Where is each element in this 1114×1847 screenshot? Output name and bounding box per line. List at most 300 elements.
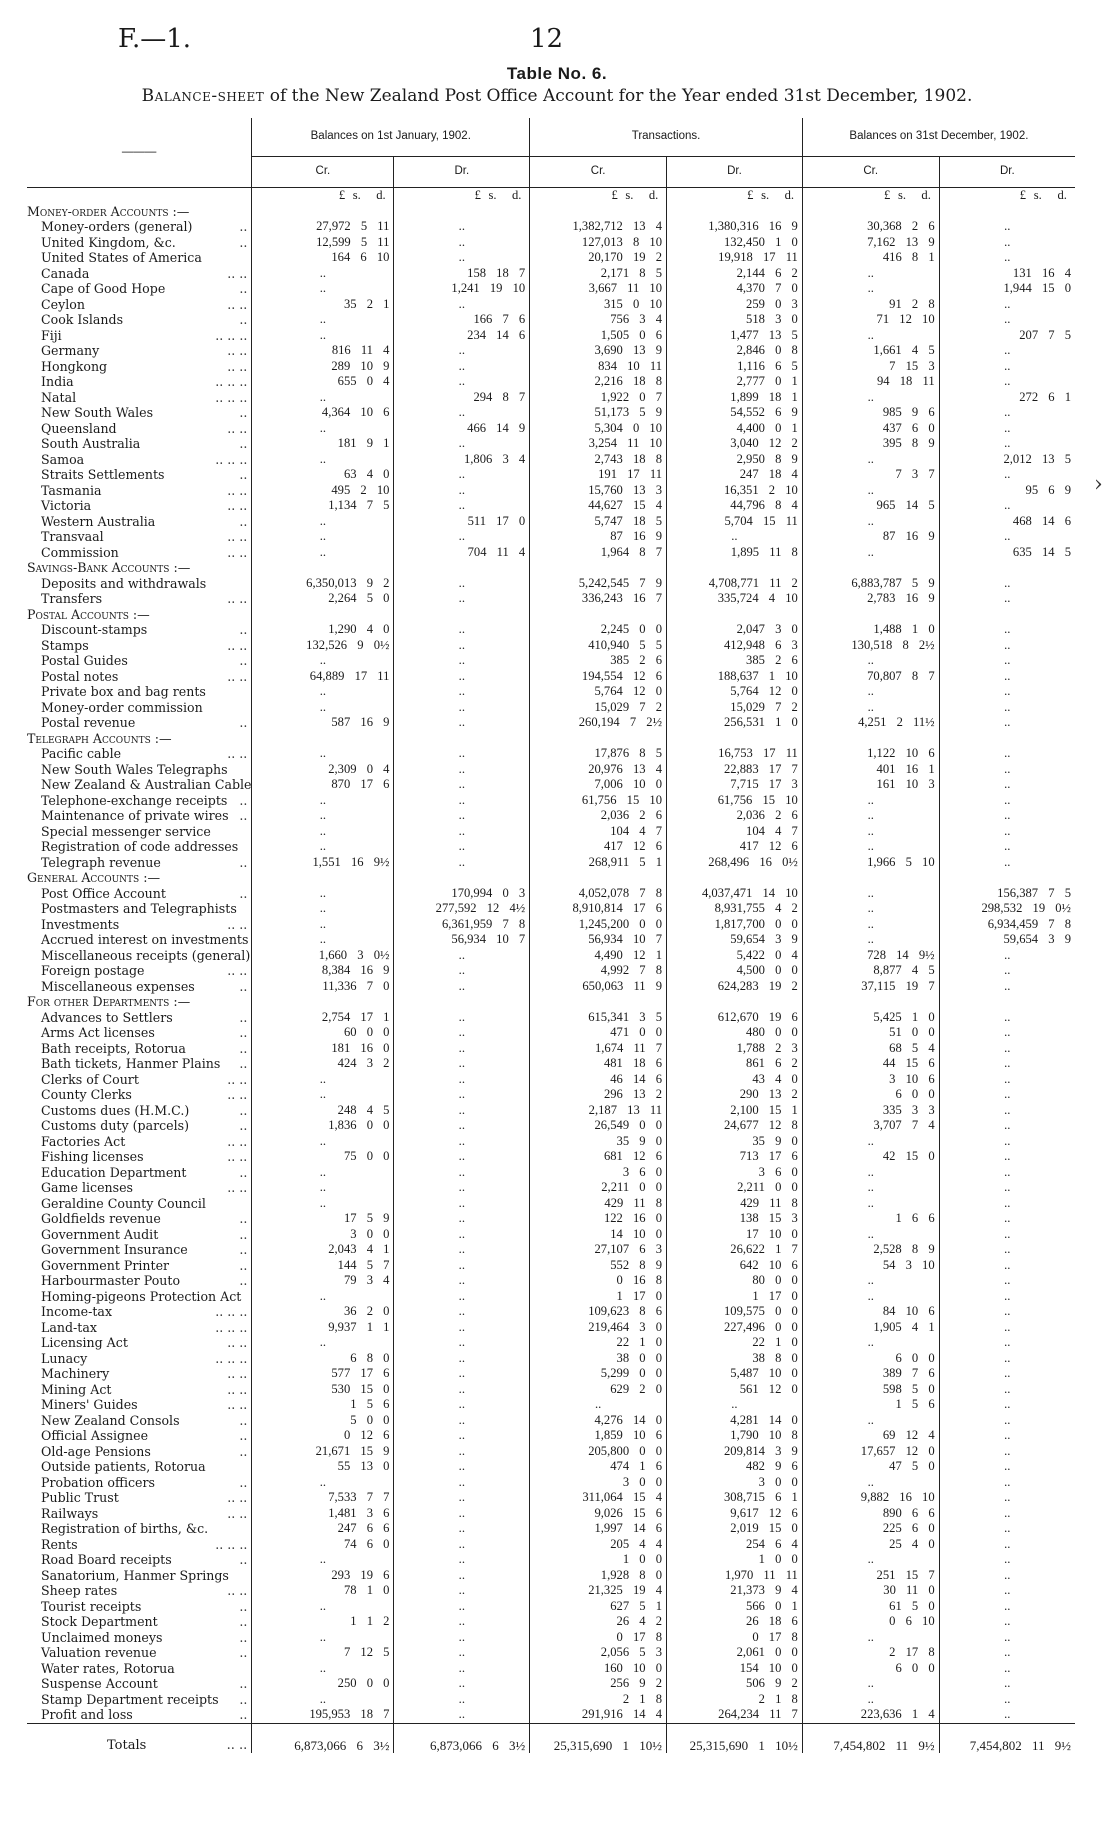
table-row [27,1397,1075,1413]
amount: 2,012 13 5 [939,452,1075,468]
account-label: Government Audit [41,1226,159,1242]
amount: 8,931,755 4 2 [667,901,803,917]
leader-dots: .. [239,1040,248,1056]
amount-nil: .. [802,917,939,933]
amount: 16,351 2 10 [667,483,803,499]
amount-shillings [345,731,368,747]
amount: 429 11 8 [530,1196,667,1212]
leader-dots: .. .. .. [215,327,248,343]
amount: 205 4 4 [530,1537,667,1553]
amount: 156,387 7 5 [939,886,1075,902]
leader-dots: .. .. [227,1087,248,1102]
amount: 44 15 6 [802,1056,939,1072]
amount: 2,056 5 3 [530,1645,667,1661]
amount-nil: .. [394,839,530,855]
table-row [27,1289,1075,1305]
amount: 713 17 6 [667,1149,803,1165]
amount-nil: .. [394,684,530,700]
amount-nil: .. [939,855,1075,871]
amount: 385 2 6 [667,653,803,669]
leader-dots: .. .. .. [215,1319,248,1335]
amount: 2,245 0 0 [530,622,667,638]
leader-dots: .. .. [227,1366,248,1381]
amount-nil: .. [394,762,530,778]
amount-nil: .. [252,1165,394,1181]
amount: 6,873,066 6 3½ [394,1723,530,1753]
amount-nil: .. [802,266,939,282]
page-number: 12 [530,24,564,54]
amount-pence [368,560,393,576]
amount: 4,992 7 8 [530,963,667,979]
amount: 63 4 0 [252,467,394,483]
amount-nil: .. [939,762,1075,778]
amount-nil: .. [939,839,1075,855]
amount: 3,707 7 4 [802,1118,939,1134]
account-label: United Kingdom, &c. [41,234,176,250]
leader-dots: .. .. [227,1133,248,1149]
amount-nil: .. [939,700,1075,716]
table-row [27,405,1075,421]
table-row [27,1521,1075,1537]
amount: 615,341 3 5 [530,1010,667,1026]
amount-nil: .. [394,1599,530,1615]
leader-dots: .. [239,1226,248,1242]
leader-dots: .. [239,1645,248,1660]
amount: 336,243 16 7 [530,591,667,607]
table-row [27,1583,1075,1599]
account-label: India [41,374,74,389]
amount-nil: .. [394,1707,530,1723]
table-row [27,653,1075,669]
table-row [27,1599,1075,1615]
amount: 296 13 2 [530,1087,667,1103]
amount: 15,760 13 3 [530,483,667,499]
amount-nil: .. [939,715,1075,731]
table-row [27,1242,1075,1258]
amount: 2,100 15 1 [667,1103,803,1119]
amount: 205,800 0 0 [530,1444,667,1460]
account-label: United States of America [41,250,202,265]
amount-nil: .. [252,1180,394,1196]
account-label: Old-age Pensions [41,1443,151,1459]
table-row [27,1707,1075,1723]
amount: 4,490 12 1 [530,948,667,964]
amount-nil: .. [394,1614,530,1630]
table-row [27,1552,1075,1568]
table-row [27,622,1075,638]
table-row [27,1320,1075,1336]
amount-nil: .. [939,1490,1075,1506]
amount: 25,315,690 1 10½ [667,1723,803,1753]
table-row [27,359,1075,375]
table-row [27,529,1075,545]
account-label: Post Office Account [41,885,166,901]
amount-nil: .. [667,1397,803,1413]
leader-dots: .. [239,808,248,823]
table-body [27,188,1075,1754]
amount: 15,029 7 2 [530,700,667,716]
account-label: Stamp Department receipts [41,1691,219,1707]
amount-nil: .. [939,235,1075,251]
amount-nil: .. [394,1552,530,1568]
amount-pence [914,204,939,220]
margin-tick-mark: › [1094,472,1103,497]
amount: 5,425 1 0 [802,1010,939,1026]
amount-nil: .. [802,545,939,561]
amount: 74 6 0 [252,1537,394,1553]
amount: 1 0 0 [667,1552,803,1568]
amount-nil: .. [394,700,530,716]
amount: 612,670 19 6 [667,1010,803,1026]
amount: 412,948 6 3 [667,638,803,654]
amount: 160 10 0 [530,1661,667,1677]
leader-dots: .. [239,1102,248,1118]
table-row [27,1645,1075,1661]
amount-nil: .. [252,1087,394,1103]
account-label: South Australia [41,436,141,451]
amount-nil: .. [939,1196,1075,1212]
amount-pence [914,607,939,623]
amount: 247 6 6 [252,1521,394,1537]
amount-pence [368,204,393,220]
unit-shillings: s. [625,188,634,202]
table-row [27,793,1075,809]
amount-pence [641,204,666,220]
amount: 481 18 6 [530,1056,667,1072]
amount: 389 7 6 [802,1366,939,1382]
amount: 61 5 0 [802,1599,939,1615]
account-label: Education Department [41,1164,187,1180]
amount-shillings [618,731,641,747]
leader-dots [212,824,252,840]
balance-sheet-table [27,118,1075,1753]
leader-dots: .. .. .. [215,389,248,405]
amount-pence [504,560,530,576]
leader-dots: .. [239,1257,248,1273]
account-label: Factories Act [41,1133,126,1149]
amount: 127,013 8 10 [530,235,667,251]
amount-nil: .. [252,514,394,530]
amount: 71 12 10 [802,312,939,328]
amount: 1,899 18 1 [667,390,803,406]
amount-nil: .. [802,1196,939,1212]
amount-nil: .. [939,1382,1075,1398]
account-label: New South Wales Telegraphs [41,761,228,777]
unit-pounds: £ [394,188,481,204]
amount-nil: .. [252,793,394,809]
amount-nil: .. [939,1103,1075,1119]
amount-nil: .. [939,824,1075,840]
amount-nil: .. [252,746,394,762]
amount: 61,756 15 10 [530,793,667,809]
amount-nil: .. [252,824,394,840]
amount-nil: .. [802,824,939,840]
amount-pounds [939,994,1026,1010]
amount-nil: .. [939,1583,1075,1599]
amount-nil: .. [394,1335,530,1351]
amount: 1 5 6 [802,1397,939,1413]
amount: 6 0 0 [802,1351,939,1367]
leader-dots: .. .. [227,1583,248,1598]
amount: 466 14 9 [394,421,530,437]
account-label: Telephone-exchange receipts [41,792,228,808]
amount-pounds [667,607,754,623]
amount-pounds [530,204,618,220]
amount: 291,916 14 4 [530,1707,667,1723]
leader-dots: .. [239,436,248,451]
amount: 2,211 0 0 [667,1180,803,1196]
amount-pence [641,607,666,623]
amount: 264,234 11 7 [667,1707,803,1723]
amount-nil: .. [394,1010,530,1026]
amount: 587 16 9 [252,715,394,731]
amount: 480 0 0 [667,1025,803,1041]
amount-nil: .. [939,1630,1075,1646]
amount-nil: .. [939,1661,1075,1677]
amount: 59,654 3 9 [939,932,1075,948]
amount: 2,777 0 1 [667,374,803,390]
leader-dots [212,994,252,1010]
amount: 260,194 7 2½ [530,715,667,731]
amount-shillings [1026,560,1049,576]
amount-shillings [753,870,776,886]
amount: 35 2 1 [252,297,394,313]
leader-dots: .. .. [227,637,248,653]
amount-nil: .. [939,343,1075,359]
account-label: Deposits and withdrawals [41,575,207,591]
amount-nil: .. [252,529,394,545]
amount-nil: .. [939,1149,1075,1165]
amount: 5,704 15 11 [667,514,803,530]
account-label: Ceylon [41,296,85,312]
amount: 2 1 8 [530,1692,667,1708]
amount: 2,743 18 8 [530,452,667,468]
amount: 36 2 0 [252,1304,394,1320]
amount: 277,592 12 4½ [394,901,530,917]
amount-nil: .. [252,808,394,824]
table-row [27,839,1075,855]
amount: 518 3 0 [667,312,803,328]
amount: 2,211 0 0 [530,1180,667,1196]
amount-pounds [530,560,618,576]
leader-dots: .. .. [212,1723,252,1753]
leader-dots: .. [239,1118,248,1133]
amount-nil: .. [394,1118,530,1134]
table-row [27,1227,1075,1243]
amount: 1,944 15 0 [939,281,1075,297]
amount-nil: .. [939,793,1075,809]
amount: 5,487 10 0 [667,1366,803,1382]
leader-dots: .. .. [227,1149,248,1164]
sub-header: Dr. [939,157,1075,188]
amount: 2,528 8 9 [802,1242,939,1258]
amount-nil: .. [530,1397,667,1413]
amount: 44,796 8 4 [667,498,803,514]
amount: 122 16 0 [530,1211,667,1227]
leader-dots: .. [239,1009,248,1025]
account-label: Licensing Act [41,1335,128,1350]
amount-nil: .. [252,1661,394,1677]
amount: 1,859 10 6 [530,1428,667,1444]
amount-nil: .. [939,1614,1075,1630]
amount: 7,533 7 7 [252,1490,394,1506]
unit-pence: d. [1057,188,1067,202]
amount: 56,934 10 7 [530,932,667,948]
account-label: Land-tax [41,1319,97,1335]
account-label: New Zealand & Australian Cable [41,777,252,792]
amount-nil: .. [939,576,1075,592]
account-label: Natal [41,389,77,405]
amount-nil: .. [802,1289,939,1305]
amount: 219,464 3 0 [530,1320,667,1336]
amount-nil: .. [394,1289,530,1305]
amount: 2,264 5 0 [252,591,394,607]
amount: 158 18 7 [394,266,530,282]
amount-pounds [394,204,481,220]
account-label: Cape of Good Hope [41,281,166,296]
amount: 132,450 1 0 [667,235,803,251]
account-label: Miners' Guides [41,1397,138,1412]
account-label: Miscellaneous expenses [41,978,195,994]
amount-nil: .. [394,1273,530,1289]
table-row [27,979,1075,995]
leader-dots [212,560,252,576]
amount: 46 14 6 [530,1072,667,1088]
amount-nil: .. [394,1366,530,1382]
table-title [0,86,1114,106]
amount-nil: .. [802,1335,939,1351]
amount-nil: .. [802,1273,939,1289]
table-row [27,1165,1075,1181]
amount: 294 8 7 [394,390,530,406]
amount: 8,910,814 17 6 [530,901,667,917]
amount: 1,488 1 0 [802,622,939,638]
amount: 6,361,959 7 8 [394,917,530,933]
account-label: Official Assignee [41,1428,149,1443]
amount: 188,637 1 10 [667,669,803,685]
amount: 385 2 6 [530,653,667,669]
amount-nil: .. [939,1134,1075,1150]
account-label: Registration of births, &c. [41,1521,209,1536]
amount-shillings [481,560,504,576]
amount: 2,216 18 8 [530,374,667,390]
amount: 104 4 7 [667,824,803,840]
amount: 1,928 8 0 [530,1568,667,1584]
table-row [27,1010,1075,1026]
account-label: Sheep rates [41,1583,118,1598]
amount-nil: .. [394,1087,530,1103]
amount-nil: .. [394,1242,530,1258]
account-label: Germany [41,343,100,358]
amount: 624,283 19 2 [667,979,803,995]
amount-pounds [802,607,890,623]
table-row [27,669,1075,685]
amount: 1,966 5 10 [802,855,939,871]
amount-pounds [394,607,481,623]
amount-nil: .. [802,390,939,406]
amount-pence [641,731,666,747]
table-row [27,1196,1075,1212]
amount: 25,315,690 1 10½ [530,1723,667,1753]
amount: 0 6 10 [802,1614,939,1630]
leader-dots [212,1459,252,1475]
amount: 5,764 12 0 [667,684,803,700]
amount: 5,764 12 0 [530,684,667,700]
amount-nil: .. [394,1413,530,1429]
table-row [27,1134,1075,1150]
table-row [27,483,1075,499]
amount-nil: .. [802,886,939,902]
leader-dots: .. [239,1164,248,1180]
amount: 91 2 8 [802,297,939,313]
table-row [27,1444,1075,1460]
leader-dots: .. [239,792,248,808]
amount: 2,061 0 0 [667,1645,803,1661]
amount-nil: .. [394,1211,530,1227]
table-row [27,1630,1075,1646]
amount-shillings [753,994,776,1010]
amount: 21,671 15 9 [252,1444,394,1460]
amount-nil: .. [939,1692,1075,1708]
document-reference: F.—1. [118,24,192,54]
amount-nil: .. [394,653,530,669]
amount-nil: .. [802,1227,939,1243]
amount-nil: .. [802,684,939,700]
amount: 1,481 3 6 [252,1506,394,1522]
amount-nil: .. [939,467,1075,483]
amount-nil: .. [939,498,1075,514]
table-row [27,374,1075,390]
amount: 59,654 3 9 [667,932,803,948]
amount-nil: .. [802,483,939,499]
amount-shillings [481,994,504,1010]
amount-shillings [1026,994,1049,1010]
amount: 1 6 6 [802,1211,939,1227]
amount: 1,505 0 6 [530,328,667,344]
table-row [27,1056,1075,1072]
amount-nil: .. [939,1707,1075,1723]
amount: 251 15 7 [802,1568,939,1584]
leader-dots: .. .. .. [215,451,248,467]
amount-pounds [667,994,754,1010]
amount: 256 9 2 [530,1676,667,1692]
amount: 27,107 6 3 [530,1242,667,1258]
amount: 1,382,712 13 4 [530,219,667,235]
amount-nil: .. [252,917,394,933]
amount-nil: .. [252,653,394,669]
table-row [27,266,1075,282]
amount-shillings [345,870,368,886]
leader-dots: .. .. [227,265,248,281]
leader-dots: .. [239,1242,248,1257]
amount: 87 16 9 [802,529,939,545]
amount: 5,299 0 0 [530,1366,667,1382]
amount-nil: .. [252,452,394,468]
amount: 7,006 10 0 [530,777,667,793]
leader-dots: .. [239,1428,248,1443]
account-label: Hongkong [41,358,108,374]
amount: 1 17 0 [667,1289,803,1305]
amount-nil: .. [394,1521,530,1537]
amount-nil: .. [802,328,939,344]
amount-pounds [394,870,481,886]
amount: 1,551 16 9½ [252,855,394,871]
leader-dots: .. [239,1273,248,1288]
amount-nil: .. [939,1366,1075,1382]
amount: 655 0 4 [252,374,394,390]
account-label: Commission [41,544,119,560]
leader-dots: .. .. .. [215,1536,248,1552]
